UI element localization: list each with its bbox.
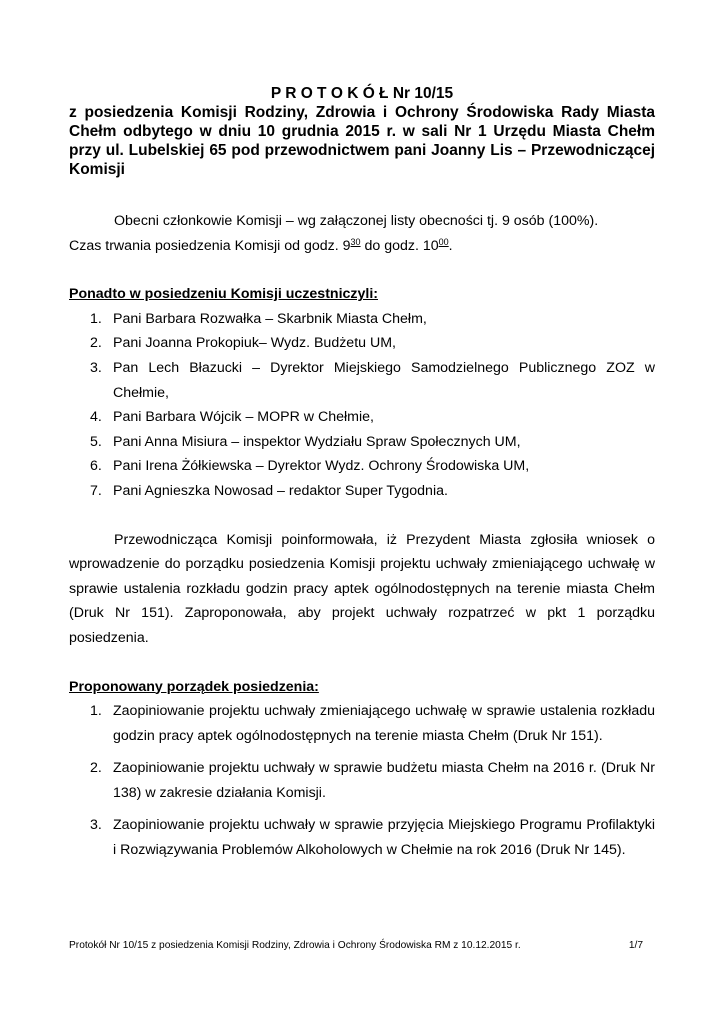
footer-text: Protokół Nr 10/15 z posiedzenia Komisji Rodziny, Zdrowia i Ochrony Środowiska RM z 10.12.2015 r. <box>69 940 521 951</box>
list-item: 2. Pani Joanna Prokopiuk– Wydz. Budżetu UM, <box>90 335 396 352</box>
page-number: 1/7 <box>628 940 643 951</box>
list-item: 1. Pani Barbara Rozwałka – Skarbnik Miasta Chełm, <box>90 310 427 327</box>
list-item: 7. Pani Agnieszka Nowosad – redaktor Super Tygodnia. <box>90 482 448 499</box>
document-page <box>69 84 655 871</box>
participants-heading: Ponadto w posiedzeniu Komisji uczestniczyli: <box>69 286 379 303</box>
list-item: 5. Pani Anna Misiura – inspektor Wydziału Spraw Społecznych UM, <box>90 433 521 450</box>
chair-statement: Przewodnicząca Komisji poinformowała, iż Prezydent Miasta zgłosiła wniosek o wprowadzenie do porządku posiedzenia Komisji projektu uchwały zmieniającego uchwałę w sprawie ustalenia rozkładu godzin pracy aptek ogólnodostępnych na terenie miasta Chełm (Druk Nr 151). Zaproponowała, aby projekt uchwały rozpatrzeć w pkt 1 porządku posiedzenia. <box>69 531 655 646</box>
agenda-list <box>69 699 655 863</box>
page-footer <box>69 939 643 952</box>
list-item: 6. Pani Irena Żółkiewska – Dyrektor Wydz. Ochrony Środowiska UM, <box>90 458 530 475</box>
agenda-heading: Proponowany porządek posiedzenia: <box>69 678 319 695</box>
list-item: 2. Zaopiniowanie projektu uchwały w sprawie budżetu miasta Chełm na 2016 r. (Druk Nr 138) w zakresie działania Komisji. <box>90 760 655 801</box>
meeting-time: Czas trwania posiedzenia Komisji od godz. $9^{30}$ do godz. $10^{00}$. <box>69 236 453 254</box>
document-title: P R O T O K Ó Ł Nr 10/15 <box>270 85 454 102</box>
participants-list <box>69 307 655 504</box>
list-item: 1. Zaopiniowanie projektu uchwały zmieniającego uchwałę w sprawie ustalenia rozkładu godzin pracy aptek ogólnodostępnych na terenie miasta Chełm (Druk Nr 151). <box>90 703 655 744</box>
list-item: 3. Pan Lech Błazucki – Dyrektor Miejskiego Samodzielnego Publicznego ZOZ w Chełmie, <box>90 359 655 401</box>
attendance-text: Obecni członkowie Komisji – wg załączonej listy obecności tj. 9 osób (100%). <box>114 213 599 229</box>
list-item: 3. Zaopiniowanie projektu uchwały w sprawie przyjęcia Miejskiego Programu Profilaktyki i Rozwiązywania Problemów Alkoholowych w Chełmie na rok 2016 (Druk Nr 145). <box>90 817 655 859</box>
list-item: 4. Pani Barbara Wójcik – MOPR w Chełmie, <box>90 409 374 426</box>
document-subtitle: z posiedzenia Komisji Rodziny, Zdrowia i Ochrony Środowiska Rady Miasta Chełm odbytego w dniu 10 grudnia 2015 r. w sali Nr 1 Urzędu Miasta Chełm przy ul. Lubelskiej 65 pod przewodnictwem pani Joanny Lis – Przewodniczącej Komisji <box>69 104 655 178</box>
